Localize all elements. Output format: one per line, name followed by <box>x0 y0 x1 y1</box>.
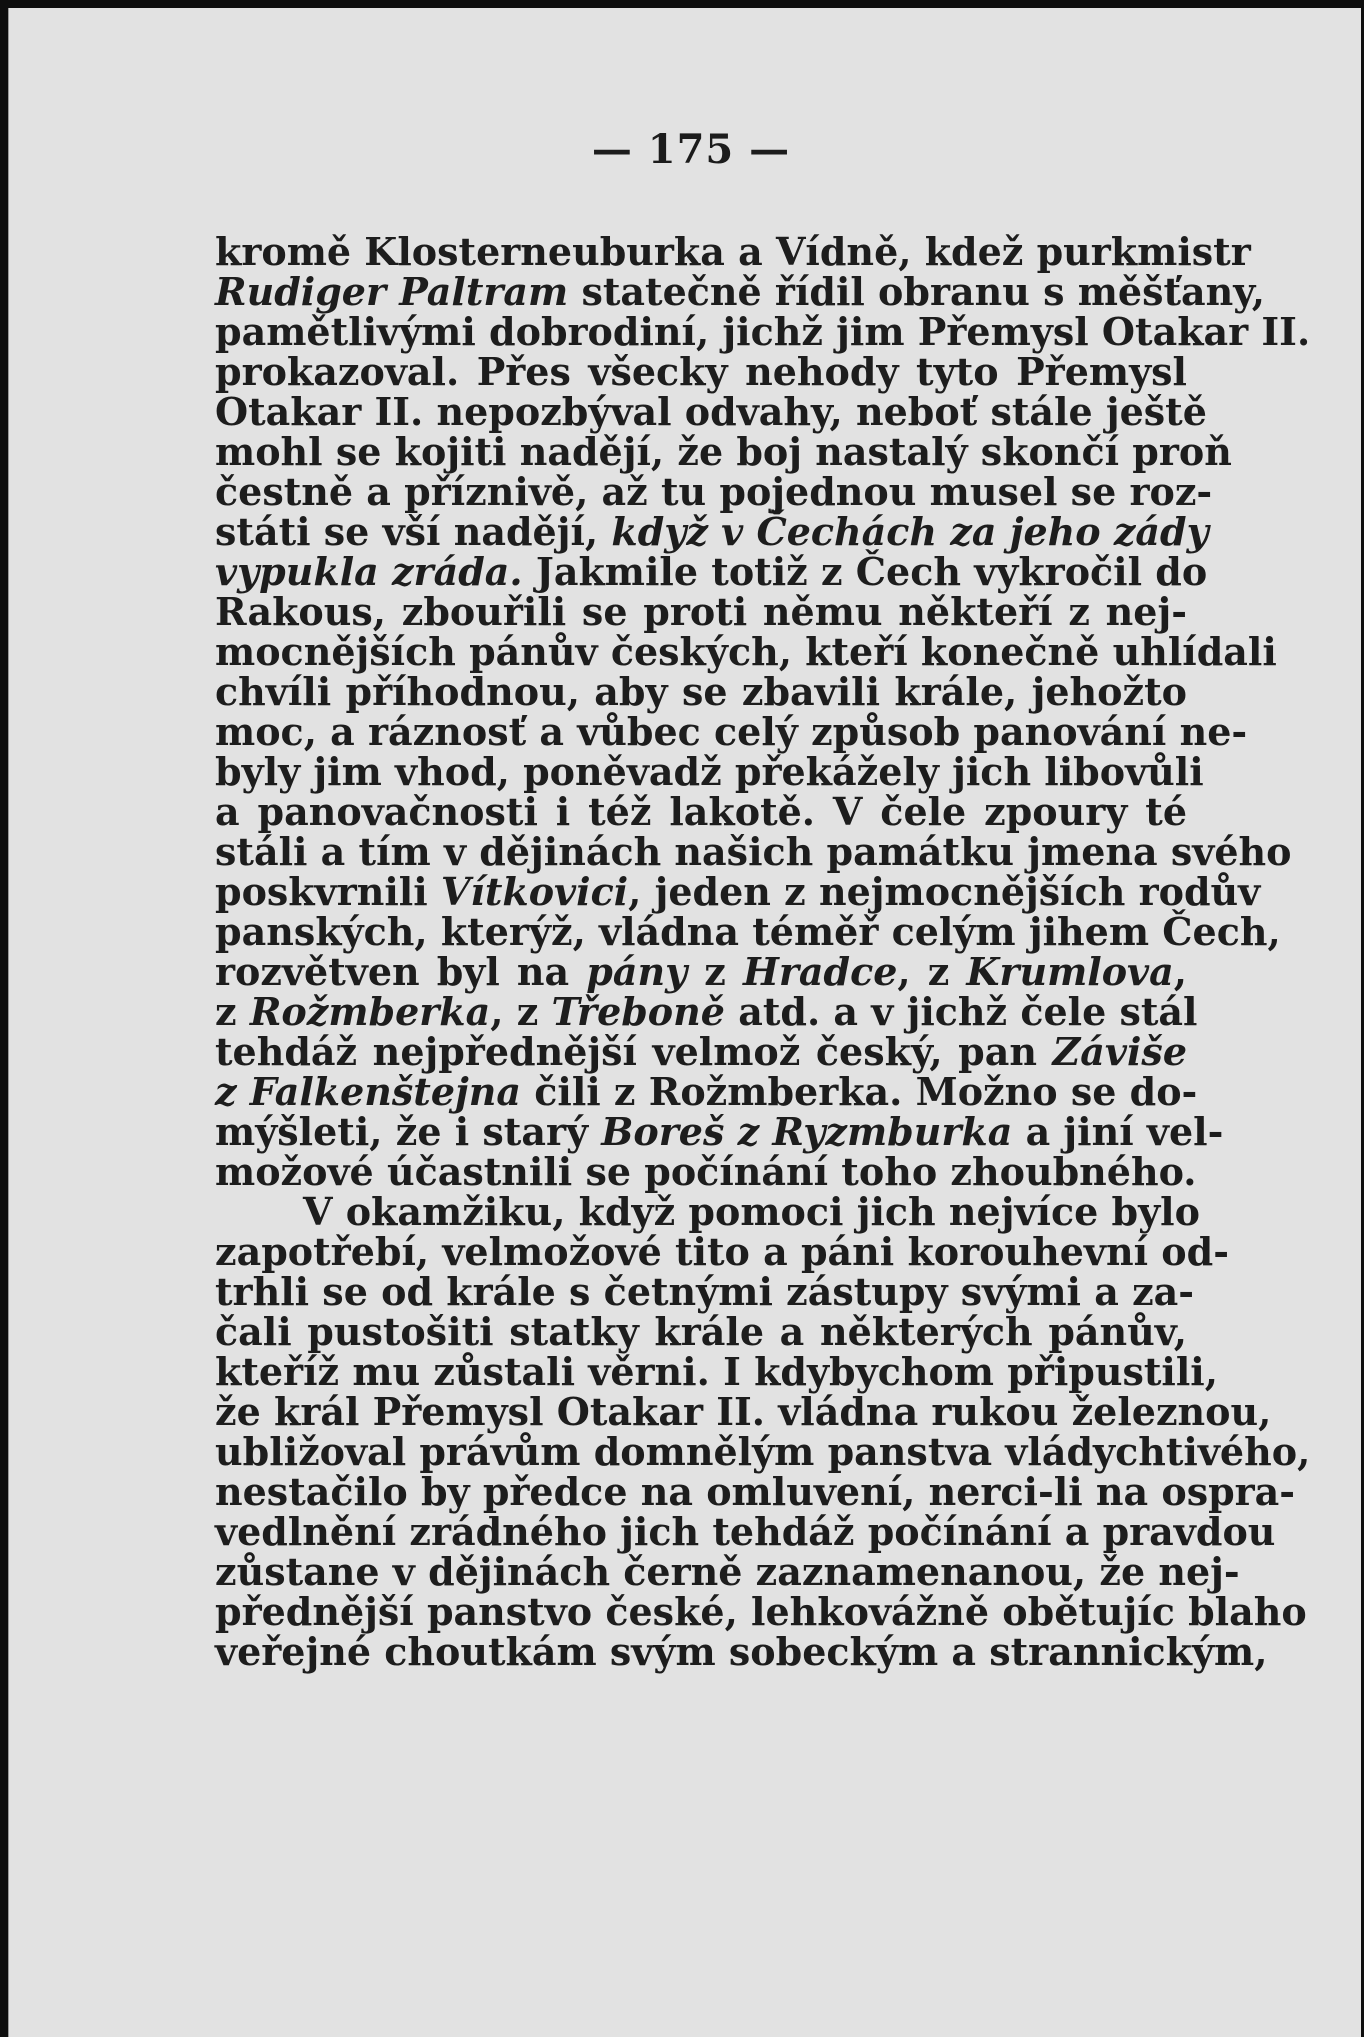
text-run: čili z Rožmberka. Možno se do- <box>521 1069 1198 1114</box>
text-line <box>215 949 1187 994</box>
text-line <box>215 1269 1195 1314</box>
body-text <box>215 229 1311 1674</box>
text-run: mýšleti, že i starý <box>215 1109 602 1154</box>
text-line <box>215 829 1292 874</box>
text-run: nestačilo by předce na omluvení, nerci-li na ospra- <box>215 1469 1296 1514</box>
text-line <box>215 1589 1307 1634</box>
text-run: statečně řídil obranu s měšťany, <box>568 269 1265 314</box>
italic-name: Třeboně <box>551 989 725 1034</box>
text-run: moc, a ráznosť a vůbec celý způsob panování ne- <box>215 709 1248 754</box>
text-run: Rakous, zbouřili se proti němu někteří z nej- <box>215 589 1187 634</box>
text-line <box>215 1229 1229 1274</box>
text-run: pamětlivými dobrodiní, jichž jim Přemysl Otakar II. <box>215 309 1311 354</box>
text-run: zapotřebí, velmožové tito a páni korouhevní od- <box>215 1229 1229 1274</box>
text-line <box>215 709 1248 754</box>
text-line <box>215 909 1281 954</box>
text-line <box>215 429 1232 474</box>
text-run: kteříž mu zůstali věrni. I kdybychom připustili, <box>215 1349 1218 1394</box>
text-run: tehdáž nejpřednější velmož český, pan <box>215 1029 1053 1074</box>
text-run: , <box>1173 949 1187 994</box>
text-line <box>215 229 1251 274</box>
text-line <box>215 349 1187 394</box>
text-line <box>215 629 1277 674</box>
text-line <box>215 749 1204 794</box>
text-run: státi se vší nadějí, <box>215 509 612 554</box>
text-run: Jakmile totiž z Čech vykročil do <box>522 549 1208 594</box>
text-line <box>215 1109 1224 1154</box>
text-run: z <box>215 989 250 1034</box>
text-line <box>215 1189 1200 1234</box>
text-line <box>215 1349 1218 1394</box>
text-run: z <box>687 949 743 994</box>
text-run: kromě Klosterneuburka a Vídně, kdež purkmistr <box>215 229 1251 274</box>
italic-name: vypukla zráda. <box>215 549 523 594</box>
text-line <box>215 1029 1187 1074</box>
text-line <box>215 1069 1198 1114</box>
text-run: trhli se od krále s četnými zástupy svými a za- <box>215 1269 1195 1314</box>
text-run: mocnějších pánův českých, kteří konečně uhlídali <box>215 629 1277 674</box>
text-line <box>215 989 1198 1034</box>
page-number: — 175 — <box>591 126 791 173</box>
text-line <box>215 269 1265 314</box>
text-run: rozvětven byl na <box>215 949 587 994</box>
text-line <box>215 869 1261 914</box>
text-run: Otakar II. nepozbýval odvahy, neboť stále ještě <box>215 389 1207 434</box>
text-line <box>215 549 1208 594</box>
text-run: panských, kterýž, vládna téměř celým jihem Čech, <box>215 909 1281 954</box>
text-run: , z <box>490 989 552 1034</box>
text-line <box>215 1469 1296 1514</box>
text-run: stáli a tím v dějinách našich památku jmena svého <box>215 829 1292 874</box>
text-line <box>215 1429 1311 1474</box>
italic-name: Záviše <box>1052 1029 1187 1074</box>
text-run: vedlnění zrádného jich tehdáž počínání a pravdou <box>215 1509 1276 1554</box>
italic-name: Rudiger Paltram <box>215 269 569 314</box>
text-run: chvíli příhodnou, aby se zbavili krále, jehožto <box>215 669 1187 714</box>
text-run: atd. a v jichž čele stál <box>724 989 1198 1034</box>
text-run: že král Přemysl Otakar II. vládna rukou železnou, <box>215 1389 1272 1434</box>
text-run: veřejné choutkám svým sobeckým a strannickým, <box>215 1629 1268 1674</box>
book-page <box>8 8 1361 2037</box>
italic-name: když v Čechách za jeho zády <box>611 509 1209 554</box>
text-line <box>215 1549 1240 1594</box>
text-run: a panovačnosti i též lakotě. V čele zpoury té <box>215 789 1187 834</box>
text-run: , jeden z nejmocnějších rodův <box>628 869 1261 914</box>
text-line <box>215 1149 1197 1194</box>
text-line <box>215 309 1311 354</box>
text-line <box>215 1509 1276 1554</box>
text-run: a jiní vel- <box>1012 1109 1224 1154</box>
italic-name: Hradce <box>742 949 898 994</box>
text-run: možové účastnili se počínání toho zhoubného. <box>215 1149 1197 1194</box>
italic-name: Boreš z Ryzmburka <box>601 1109 1013 1154</box>
text-run: byly jim vhod, poněvadž překážely jich libovůli <box>215 749 1204 794</box>
text-line <box>215 789 1187 834</box>
italic-name: Rožmberka <box>249 989 491 1034</box>
text-run: , z <box>897 949 967 994</box>
text-line <box>215 669 1187 714</box>
text-run: prokazoval. Přes všecky nehody tyto Přemysl <box>215 349 1187 394</box>
text-run: mohl se kojiti nadějí, že boj nastalý skončí proň <box>215 429 1232 474</box>
italic-name: Vítkovici <box>440 869 629 914</box>
text-line <box>215 1389 1272 1434</box>
text-line <box>215 1629 1268 1674</box>
text-run: čali pustošiti statky krále a některých pánův, <box>215 1309 1187 1354</box>
text-run: čestně a příznivě, až tu pojednou musel se roz- <box>215 469 1213 514</box>
text-line <box>215 469 1213 514</box>
text-line <box>215 389 1207 434</box>
text-line <box>215 509 1209 554</box>
text-line <box>215 1309 1187 1354</box>
text-run: ubližoval právům domnělým panstva vládychtivého, <box>215 1429 1311 1474</box>
text-line <box>215 589 1187 634</box>
text-run: zůstane v dějinách černě zaznamenanou, že nej- <box>215 1549 1240 1594</box>
text-run: poskvrnili <box>215 869 441 914</box>
italic-name: Krumlova <box>966 949 1174 994</box>
text-run: V okamžiku, když pomoci jich nejvíce bylo <box>303 1189 1200 1234</box>
text-run: přednější panstvo české, lehkovážně obětujíc blaho <box>215 1589 1307 1634</box>
italic-name: z Falkenštejna <box>215 1069 522 1114</box>
italic-name: pány <box>586 949 688 994</box>
